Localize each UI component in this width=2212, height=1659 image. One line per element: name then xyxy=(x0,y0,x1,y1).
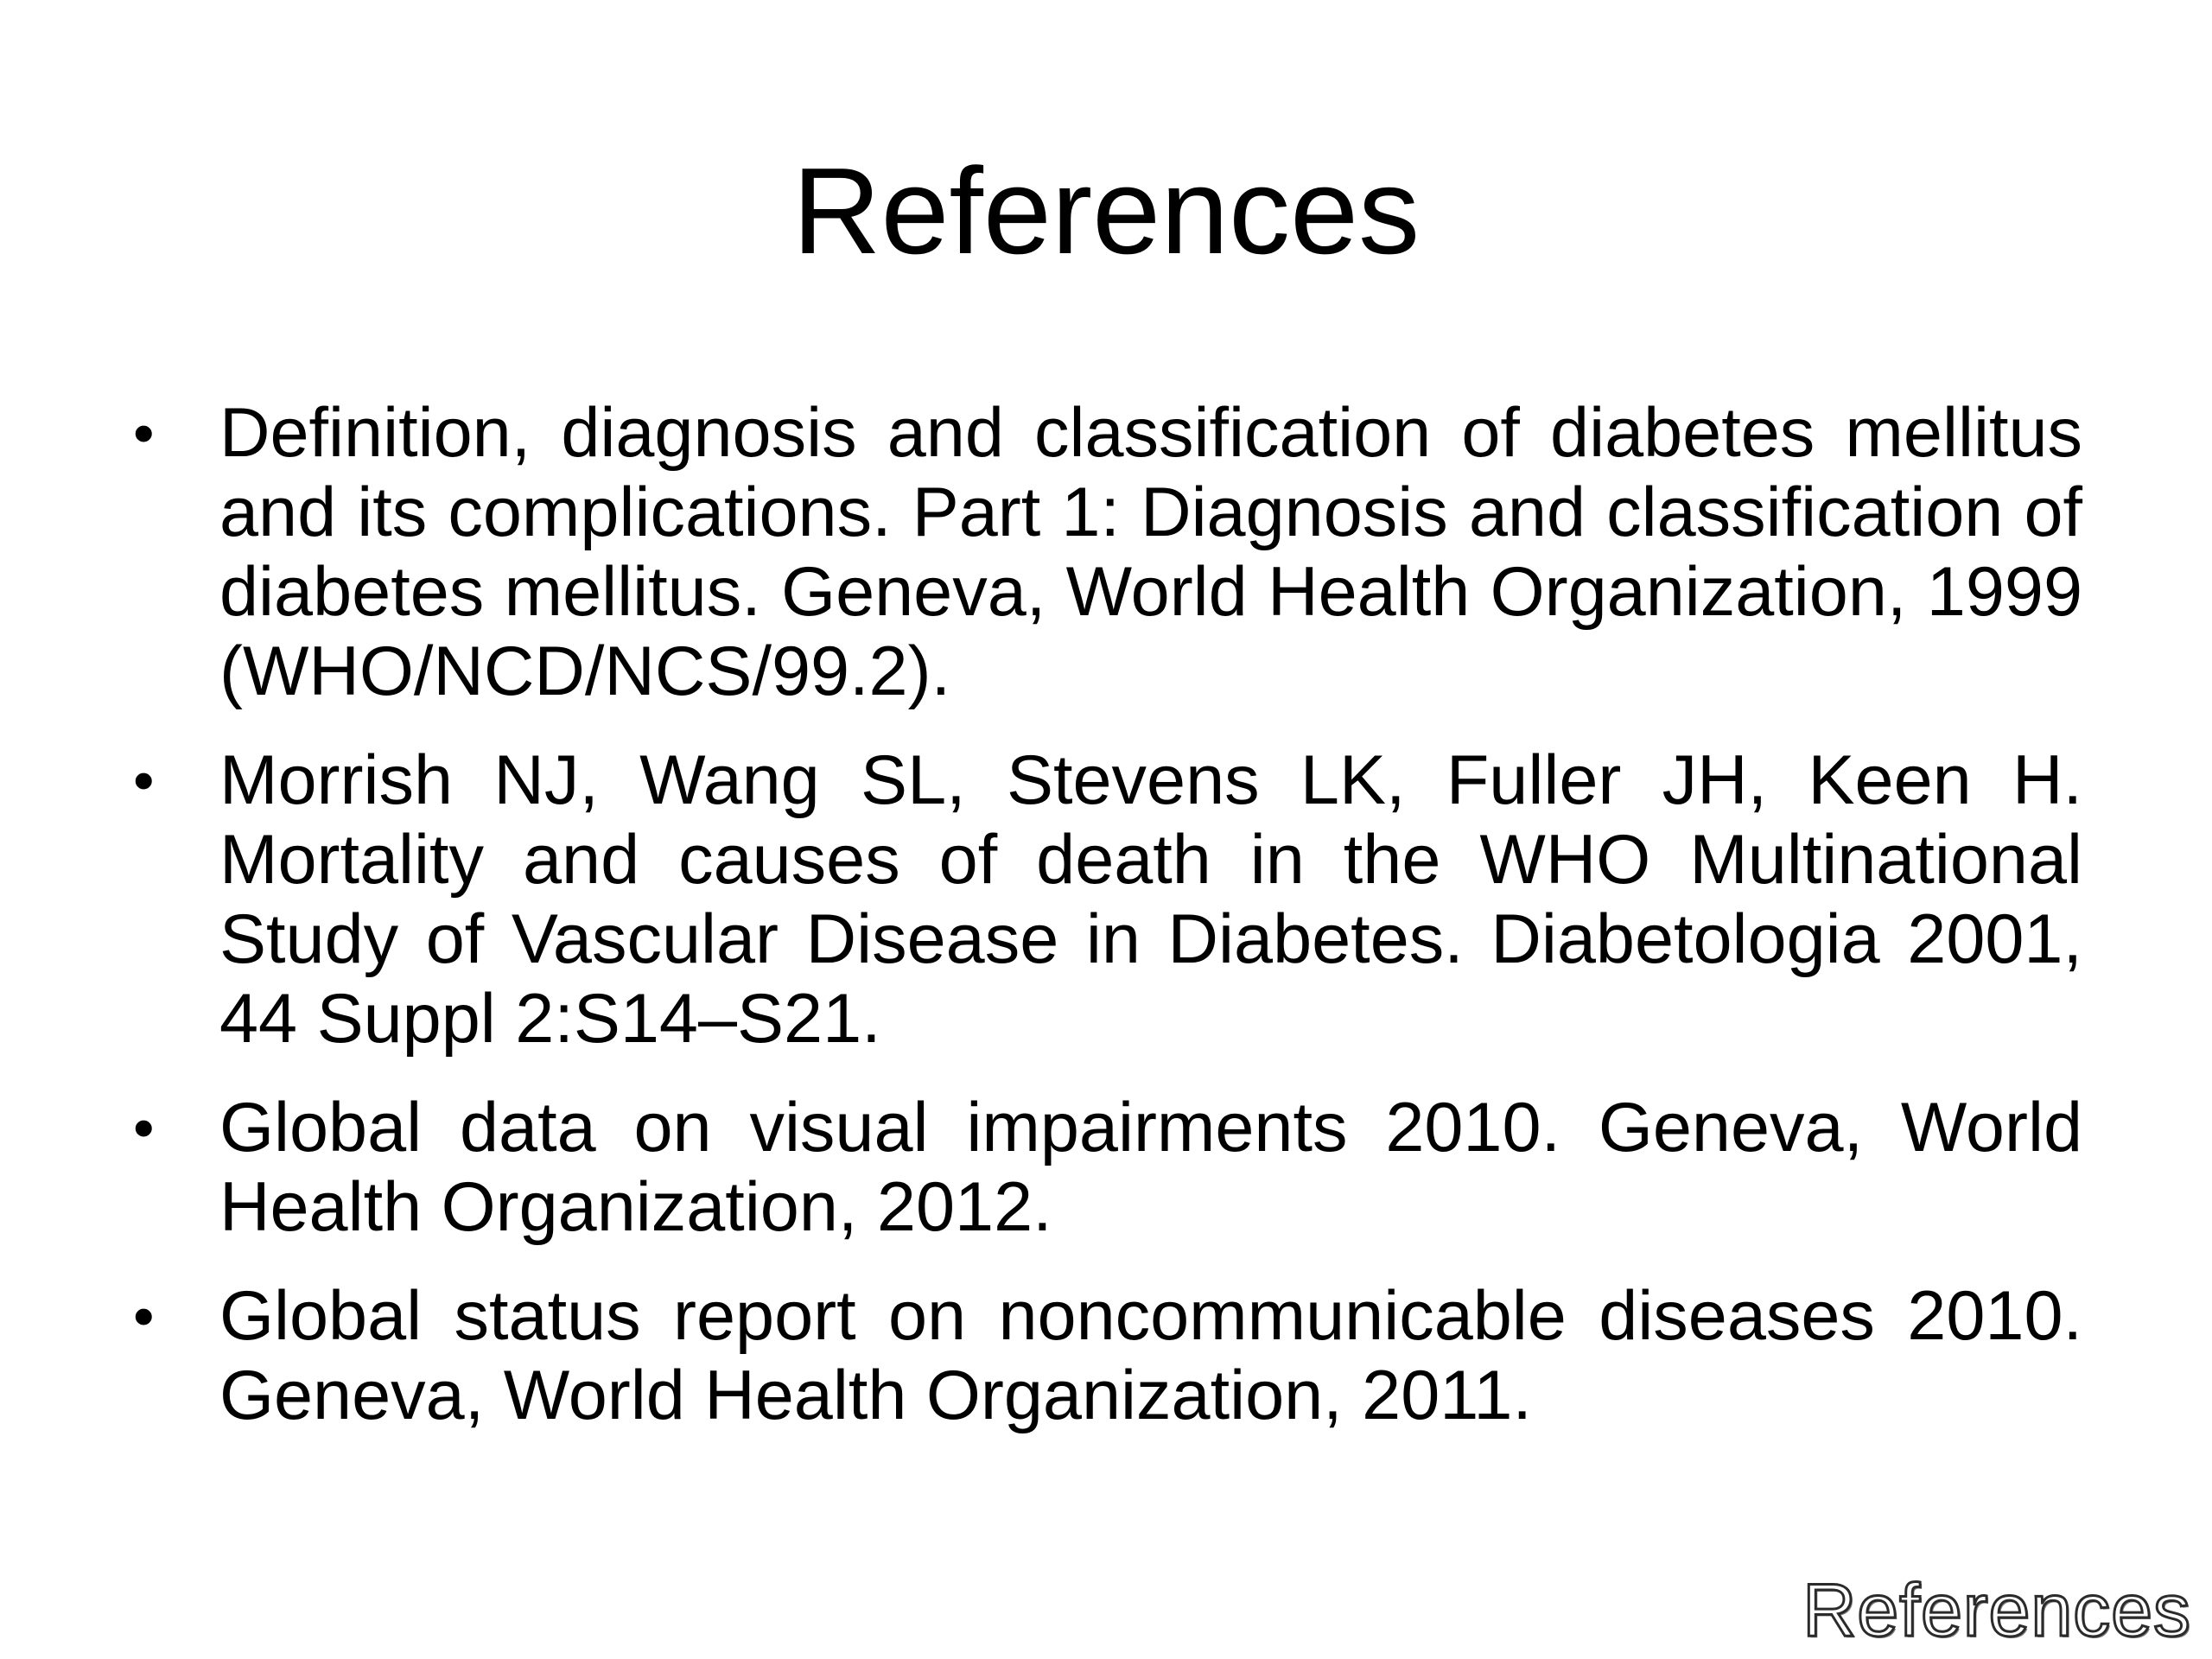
bullet-icon: • xyxy=(133,1094,155,1161)
reference-list xyxy=(130,393,2082,1465)
watermark-label: References xyxy=(1802,1569,2191,1652)
reference-item xyxy=(130,393,2082,711)
reference-item xyxy=(130,1088,2082,1247)
bullet-icon: • xyxy=(133,747,155,814)
bullet-icon: • xyxy=(133,1282,155,1350)
reference-item xyxy=(130,741,2082,1058)
reference-item xyxy=(130,1276,2082,1435)
reference-text: Morrish NJ, Wang SL, Stevens LK, Fuller JH, Keen H. Mortality and causes of death in the WHO Multinational Study of Vascular Disease in Diabetes. Diabetologia 2001, 44 Suppl 2:S14–S21. xyxy=(219,741,2082,1058)
bullet-icon: • xyxy=(133,399,155,467)
reference-text: Definition, diagnosis and classification of diabetes mellitus and its complications. Part 1: Diagnosis and classification of diabetes mellitus. Geneva, World Health Organization, 1999 (WHO/NCD/NCS/99.2). xyxy=(219,394,2082,710)
reference-text: Global data on visual impairments 2010. Geneva, World Health Organization, 2012. xyxy=(219,1089,2082,1246)
slide-title: References xyxy=(791,143,1421,280)
reference-text: Global status report on noncommunicable diseases 2010. Geneva, World Health Organization, 2011. xyxy=(219,1277,2082,1434)
